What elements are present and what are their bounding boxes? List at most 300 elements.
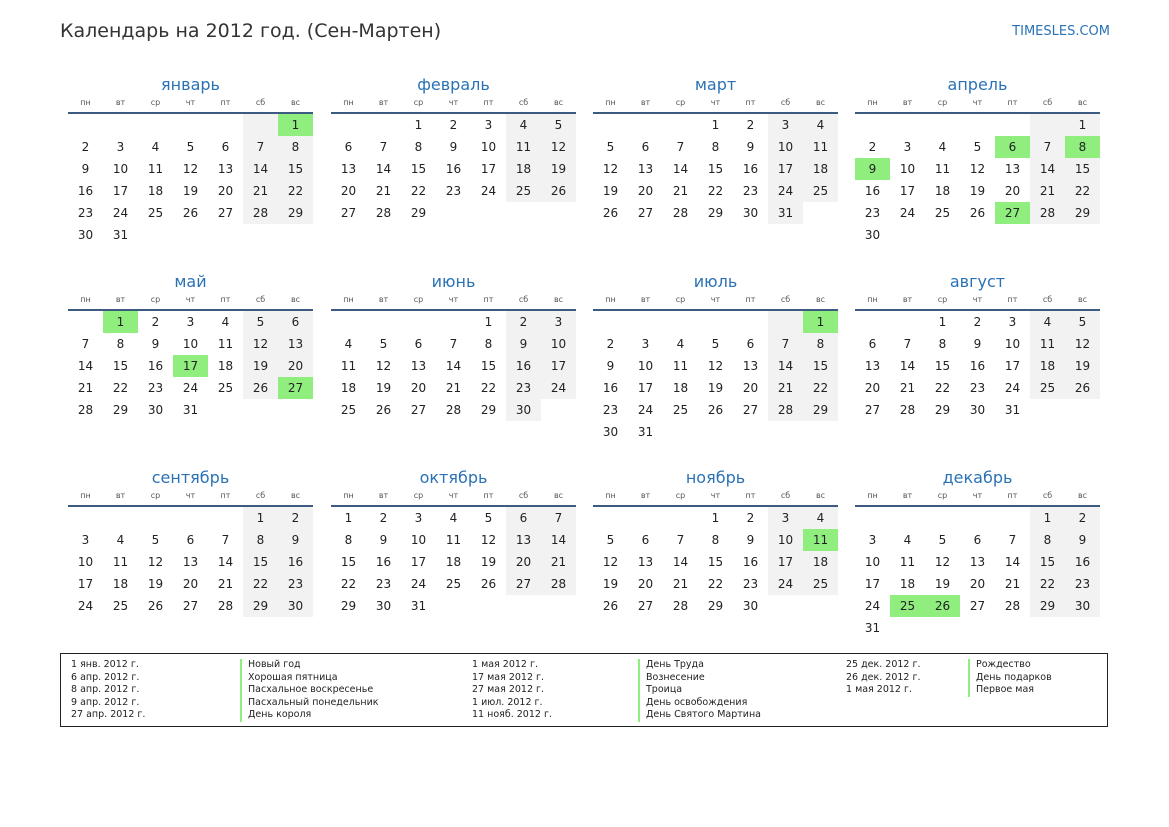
week-row bbox=[855, 529, 1100, 551]
week-row bbox=[593, 573, 838, 595]
day-cell: 21 bbox=[243, 180, 278, 202]
weekday-label: сб bbox=[1042, 491, 1053, 500]
empty-cell bbox=[138, 507, 173, 529]
day-cell: 21 bbox=[375, 184, 392, 198]
weekday-header bbox=[68, 294, 313, 308]
weekday-label: пн bbox=[80, 98, 91, 107]
empty-cell bbox=[138, 224, 173, 246]
day-cell: 9 bbox=[379, 533, 388, 547]
week-row bbox=[68, 355, 313, 377]
day-cell: 9 bbox=[855, 158, 890, 180]
holiday-name: Хорошая пятница bbox=[240, 672, 379, 685]
month-name: декабрь bbox=[942, 468, 1013, 487]
day-cell: 18 bbox=[445, 555, 462, 569]
day-cell: 20 bbox=[506, 551, 541, 573]
day-cell: 8 bbox=[803, 333, 838, 355]
day-cell: 6 bbox=[746, 337, 755, 351]
day-cell: 30 bbox=[742, 599, 759, 613]
day-cell: 9 bbox=[1065, 529, 1100, 551]
weekday-label: пт bbox=[1007, 98, 1018, 107]
day-cell: 24 bbox=[637, 403, 654, 417]
empty-cell bbox=[803, 202, 838, 224]
weekday-label: чт bbox=[972, 295, 983, 304]
week-row bbox=[593, 355, 838, 377]
month-1 bbox=[68, 73, 313, 246]
day-cell: 21 bbox=[1004, 577, 1021, 591]
day-cell: 14 bbox=[1004, 555, 1021, 569]
day-cell: 23 bbox=[602, 403, 619, 417]
day-cell: 3 bbox=[768, 114, 803, 136]
day-cell: 23 bbox=[969, 381, 986, 395]
day-cell: 28 bbox=[768, 399, 803, 421]
month-9 bbox=[68, 466, 313, 617]
week-row bbox=[593, 421, 838, 443]
weekday-label: вс bbox=[815, 491, 826, 500]
day-cell: 5 bbox=[938, 533, 947, 547]
day-cell: 22 bbox=[278, 180, 313, 202]
day-cell: 24 bbox=[480, 184, 497, 198]
day-cell: 10 bbox=[637, 359, 654, 373]
day-cell: 25 bbox=[803, 573, 838, 595]
weekday-label: вс bbox=[290, 491, 301, 500]
holiday-date: 17 мая 2012 г. bbox=[472, 671, 545, 683]
empty-cell bbox=[471, 595, 506, 617]
empty-cell bbox=[925, 617, 960, 639]
day-cell: 11 bbox=[803, 136, 838, 158]
day-cell: 23 bbox=[742, 577, 759, 591]
day-cell: 7 bbox=[676, 533, 685, 547]
empty-cell bbox=[593, 507, 628, 529]
week-row bbox=[331, 333, 576, 355]
week-row bbox=[68, 311, 313, 333]
day-cell: 28 bbox=[375, 206, 392, 220]
day-cell: 28 bbox=[672, 599, 689, 613]
day-cell: 29 bbox=[707, 599, 724, 613]
day-cell: 31 bbox=[112, 228, 129, 242]
day-cell: 3 bbox=[768, 507, 803, 529]
day-cell: 5 bbox=[711, 337, 720, 351]
day-cell: 2 bbox=[81, 140, 90, 154]
empty-cell bbox=[138, 114, 173, 136]
day-cell: 30 bbox=[1065, 595, 1100, 617]
day-cell: 25 bbox=[506, 180, 541, 202]
weekday-label: чт bbox=[448, 295, 459, 304]
week-row bbox=[855, 224, 1100, 246]
week-row bbox=[855, 377, 1100, 399]
day-cell: 18 bbox=[803, 551, 838, 573]
day-cell: 8 bbox=[711, 140, 720, 154]
day-cell: 18 bbox=[672, 381, 689, 395]
empty-cell bbox=[698, 421, 733, 443]
day-cell: 1 bbox=[278, 114, 313, 136]
weekday-header bbox=[855, 294, 1100, 308]
week-row bbox=[855, 573, 1100, 595]
empty-cell bbox=[855, 507, 890, 529]
weekday-label: вс bbox=[290, 295, 301, 304]
empty-cell bbox=[593, 311, 628, 333]
day-cell: 15 bbox=[707, 162, 724, 176]
day-cell: 6 bbox=[278, 311, 313, 333]
empty-cell bbox=[628, 114, 663, 136]
day-cell: 13 bbox=[182, 555, 199, 569]
day-cell: 25 bbox=[890, 595, 925, 617]
weekday-label: чт bbox=[448, 98, 459, 107]
day-cell: 26 bbox=[182, 206, 199, 220]
holiday-names-column bbox=[240, 659, 379, 722]
day-cell: 20 bbox=[637, 184, 654, 198]
weekday-header bbox=[855, 97, 1100, 111]
day-cell: 1 bbox=[711, 511, 720, 525]
day-cell: 11 bbox=[934, 162, 951, 176]
day-cell: 10 bbox=[1004, 337, 1021, 351]
day-cell: 1 bbox=[344, 511, 353, 525]
weekday-label: вт bbox=[115, 98, 126, 107]
week-row bbox=[855, 595, 1100, 617]
day-cell: 10 bbox=[768, 136, 803, 158]
day-cell: 17 bbox=[112, 184, 129, 198]
day-cell: 4 bbox=[676, 337, 685, 351]
empty-cell bbox=[173, 224, 208, 246]
day-cell: 8 bbox=[711, 533, 720, 547]
month-name: февраль bbox=[417, 75, 490, 94]
week-row bbox=[331, 114, 576, 136]
day-cell: 27 bbox=[506, 573, 541, 595]
empty-cell bbox=[173, 507, 208, 529]
weekday-label: пт bbox=[1007, 491, 1018, 500]
weekday-label: ср bbox=[413, 98, 424, 107]
day-cell: 4 bbox=[506, 114, 541, 136]
day-cell: 28 bbox=[899, 403, 916, 417]
weekday-label: пт bbox=[220, 295, 231, 304]
week-row bbox=[331, 595, 576, 617]
day-cell: 1 bbox=[938, 315, 947, 329]
day-cell: 7 bbox=[1008, 533, 1017, 547]
weekday-label: ср bbox=[937, 491, 948, 500]
weekday-label: пт bbox=[483, 98, 494, 107]
day-cell: 24 bbox=[768, 180, 803, 202]
month-4 bbox=[855, 73, 1100, 246]
empty-cell bbox=[208, 224, 243, 246]
weekday-label: вс bbox=[290, 98, 301, 107]
empty-cell bbox=[68, 311, 103, 333]
week-row bbox=[593, 202, 838, 224]
day-cell: 13 bbox=[217, 162, 234, 176]
day-cell: 30 bbox=[278, 595, 313, 617]
week-row bbox=[68, 136, 313, 158]
holiday-name: Троица bbox=[638, 684, 761, 697]
day-cell: 31 bbox=[1004, 403, 1021, 417]
day-cell: 7 bbox=[768, 333, 803, 355]
day-cell: 11 bbox=[899, 555, 916, 569]
day-cell: 5 bbox=[973, 140, 982, 154]
week-row bbox=[68, 507, 313, 529]
day-cell: 28 bbox=[541, 573, 576, 595]
month-name: апрель bbox=[947, 75, 1008, 94]
weekday-label: вс bbox=[553, 98, 564, 107]
day-cell: 19 bbox=[182, 184, 199, 198]
holiday-list bbox=[60, 653, 1108, 727]
weekday-label: пт bbox=[483, 295, 494, 304]
day-cell: 5 bbox=[484, 511, 493, 525]
day-cell: 25 bbox=[340, 403, 357, 417]
site-link[interactable]: TIMESLES.COM bbox=[1012, 24, 1110, 39]
week-row bbox=[855, 311, 1100, 333]
day-cell: 24 bbox=[768, 573, 803, 595]
weekday-label: пн bbox=[605, 491, 616, 500]
day-cell: 4 bbox=[151, 140, 160, 154]
weekday-label: чт bbox=[185, 98, 196, 107]
day-cell: 29 bbox=[243, 595, 278, 617]
day-cell: 18 bbox=[506, 158, 541, 180]
day-cell: 14 bbox=[541, 529, 576, 551]
day-cell: 25 bbox=[672, 403, 689, 417]
empty-cell bbox=[890, 617, 925, 639]
weekday-label: вт bbox=[640, 295, 651, 304]
weekday-label: сб bbox=[255, 295, 266, 304]
week-row bbox=[593, 311, 838, 333]
holiday-date: 8 апр. 2012 г. bbox=[71, 684, 140, 695]
day-cell: 29 bbox=[410, 206, 427, 220]
day-cell: 11 bbox=[217, 337, 234, 351]
empty-cell bbox=[1065, 224, 1100, 246]
holiday-dates-column bbox=[71, 659, 145, 722]
day-cell: 21 bbox=[217, 577, 234, 591]
day-cell: 4 bbox=[803, 507, 838, 529]
weekday-label: сб bbox=[518, 98, 529, 107]
holiday-date: 1 мая 2012 г. bbox=[472, 659, 538, 670]
empty-cell bbox=[1030, 224, 1065, 246]
day-cell: 9 bbox=[746, 140, 755, 154]
day-cell: 26 bbox=[925, 595, 960, 617]
day-cell: 8 bbox=[938, 337, 947, 351]
week-row bbox=[593, 507, 838, 529]
day-cell: 24 bbox=[112, 206, 129, 220]
day-cell: 19 bbox=[602, 577, 619, 591]
day-cell: 29 bbox=[480, 403, 497, 417]
day-cell: 2 bbox=[151, 315, 160, 329]
weekday-label: чт bbox=[448, 491, 459, 500]
day-cell: 7 bbox=[449, 337, 458, 351]
month-11 bbox=[593, 466, 838, 617]
day-cell: 26 bbox=[147, 599, 164, 613]
day-cell: 9 bbox=[151, 337, 160, 351]
day-cell: 6 bbox=[506, 507, 541, 529]
weekday-label: вс bbox=[815, 295, 826, 304]
month-name: ноябрь bbox=[685, 468, 746, 487]
empty-cell bbox=[208, 507, 243, 529]
day-cell: 26 bbox=[1065, 377, 1100, 399]
day-cell: 24 bbox=[182, 381, 199, 395]
day-cell: 27 bbox=[995, 202, 1030, 224]
day-cell: 27 bbox=[637, 599, 654, 613]
empty-cell bbox=[925, 224, 960, 246]
day-cell: 13 bbox=[969, 555, 986, 569]
day-cell: 21 bbox=[445, 381, 462, 395]
day-cell: 17 bbox=[864, 577, 881, 591]
week-row bbox=[331, 507, 576, 529]
empty-cell bbox=[768, 421, 803, 443]
day-cell: 10 bbox=[541, 333, 576, 355]
day-cell: 15 bbox=[1030, 551, 1065, 573]
week-row bbox=[68, 399, 313, 421]
weekday-label: чт bbox=[185, 491, 196, 500]
day-cell: 29 bbox=[803, 399, 838, 421]
empty-cell bbox=[960, 224, 995, 246]
day-cell: 15 bbox=[803, 355, 838, 377]
day-cell: 16 bbox=[742, 162, 759, 176]
day-cell: 27 bbox=[340, 206, 357, 220]
month-name: июнь bbox=[431, 272, 476, 291]
holiday-name: Первое мая bbox=[968, 684, 1052, 697]
holiday-names-column bbox=[968, 659, 1052, 697]
weekday-label: вт bbox=[902, 491, 913, 500]
holiday-name: День Труда bbox=[638, 659, 761, 672]
day-cell: 25 bbox=[217, 381, 234, 395]
day-cell: 4 bbox=[803, 114, 838, 136]
day-cell: 19 bbox=[969, 184, 986, 198]
day-cell: 22 bbox=[803, 377, 838, 399]
holiday-name: Вознесение bbox=[638, 672, 761, 685]
day-cell: 30 bbox=[602, 425, 619, 439]
empty-cell bbox=[925, 114, 960, 136]
day-cell: 8 bbox=[414, 140, 423, 154]
day-cell: 14 bbox=[899, 359, 916, 373]
day-cell: 7 bbox=[243, 136, 278, 158]
week-row bbox=[68, 333, 313, 355]
empty-cell bbox=[331, 114, 366, 136]
empty-cell bbox=[471, 202, 506, 224]
weekday-label: пн bbox=[343, 98, 354, 107]
day-cell: 12 bbox=[602, 555, 619, 569]
day-cell: 30 bbox=[742, 206, 759, 220]
day-cell: 10 bbox=[768, 529, 803, 551]
weekday-label: вт bbox=[115, 295, 126, 304]
day-cell: 27 bbox=[278, 377, 313, 399]
weekday-label: пн bbox=[867, 295, 878, 304]
day-cell: 2 bbox=[379, 511, 388, 525]
holiday-dates-column bbox=[472, 659, 552, 722]
day-cell: 19 bbox=[243, 355, 278, 377]
day-cell: 23 bbox=[375, 577, 392, 591]
day-cell: 16 bbox=[445, 162, 462, 176]
day-cell: 30 bbox=[147, 403, 164, 417]
empty-cell bbox=[1065, 399, 1100, 421]
empty-cell bbox=[733, 421, 768, 443]
day-cell: 8 bbox=[116, 337, 125, 351]
week-row bbox=[331, 529, 576, 551]
day-cell: 17 bbox=[768, 158, 803, 180]
month-10 bbox=[331, 466, 576, 617]
day-cell: 22 bbox=[112, 381, 129, 395]
weekday-label: пн bbox=[605, 98, 616, 107]
empty-cell bbox=[698, 311, 733, 333]
weekday-label: ср bbox=[675, 295, 686, 304]
day-cell: 2 bbox=[506, 311, 541, 333]
day-cell: 6 bbox=[641, 140, 650, 154]
day-cell: 6 bbox=[641, 533, 650, 547]
day-cell: 3 bbox=[641, 337, 650, 351]
day-cell: 26 bbox=[969, 206, 986, 220]
day-cell: 5 bbox=[541, 114, 576, 136]
empty-cell bbox=[278, 399, 313, 421]
weekday-label: ср bbox=[675, 98, 686, 107]
day-cell: 3 bbox=[1008, 315, 1017, 329]
day-cell: 31 bbox=[864, 621, 881, 635]
day-cell: 28 bbox=[445, 403, 462, 417]
weekday-label: пт bbox=[220, 491, 231, 500]
page-title: Календарь на 2012 год. (Сен-Мартен) bbox=[60, 20, 442, 42]
week-row bbox=[855, 399, 1100, 421]
month-name: октябрь bbox=[419, 468, 488, 487]
day-cell: 24 bbox=[77, 599, 94, 613]
day-cell: 3 bbox=[868, 533, 877, 547]
weekday-label: пт bbox=[483, 491, 494, 500]
day-cell: 31 bbox=[637, 425, 654, 439]
weekday-label: чт bbox=[972, 491, 983, 500]
empty-cell bbox=[541, 399, 576, 421]
week-row bbox=[68, 202, 313, 224]
day-cell: 19 bbox=[602, 184, 619, 198]
day-cell: 22 bbox=[1065, 180, 1100, 202]
day-cell: 19 bbox=[934, 577, 951, 591]
weekday-label: вт bbox=[902, 295, 913, 304]
week-row bbox=[331, 399, 576, 421]
day-cell: 21 bbox=[672, 577, 689, 591]
weekday-header bbox=[855, 490, 1100, 504]
weekday-label: ср bbox=[150, 295, 161, 304]
day-cell: 10 bbox=[77, 555, 94, 569]
day-cell: 31 bbox=[768, 202, 803, 224]
day-cell: 12 bbox=[243, 333, 278, 355]
day-cell: 26 bbox=[480, 577, 497, 591]
empty-cell bbox=[593, 114, 628, 136]
day-cell: 26 bbox=[243, 377, 278, 399]
holiday-name: Пасхальное воскресенье bbox=[240, 684, 379, 697]
week-row bbox=[593, 529, 838, 551]
day-cell: 25 bbox=[147, 206, 164, 220]
empty-cell bbox=[1030, 399, 1065, 421]
week-row bbox=[68, 224, 313, 246]
day-cell: 17 bbox=[637, 381, 654, 395]
day-cell: 22 bbox=[707, 577, 724, 591]
weekday-label: вс bbox=[1077, 491, 1088, 500]
day-cell: 23 bbox=[278, 573, 313, 595]
holiday-name: День Святого Мартина bbox=[638, 709, 761, 722]
empty-cell bbox=[208, 399, 243, 421]
weekday-label: ср bbox=[675, 491, 686, 500]
month-2 bbox=[331, 73, 576, 224]
day-cell: 6 bbox=[868, 337, 877, 351]
weekday-header bbox=[331, 490, 576, 504]
week-row bbox=[593, 595, 838, 617]
weekday-label: вт bbox=[378, 491, 389, 500]
day-cell: 20 bbox=[864, 381, 881, 395]
week-row bbox=[68, 529, 313, 551]
day-cell: 9 bbox=[278, 529, 313, 551]
day-cell: 2 bbox=[868, 140, 877, 154]
day-cell: 1 bbox=[803, 311, 838, 333]
day-cell: 4 bbox=[221, 315, 230, 329]
day-cell: 7 bbox=[676, 140, 685, 154]
day-cell: 5 bbox=[606, 140, 615, 154]
empty-cell bbox=[803, 421, 838, 443]
day-cell: 11 bbox=[1030, 333, 1065, 355]
day-cell: 7 bbox=[81, 337, 90, 351]
empty-cell bbox=[960, 617, 995, 639]
day-cell: 27 bbox=[410, 403, 427, 417]
holiday-date: 27 апр. 2012 г. bbox=[71, 709, 146, 720]
weekday-label: ср bbox=[937, 295, 948, 304]
